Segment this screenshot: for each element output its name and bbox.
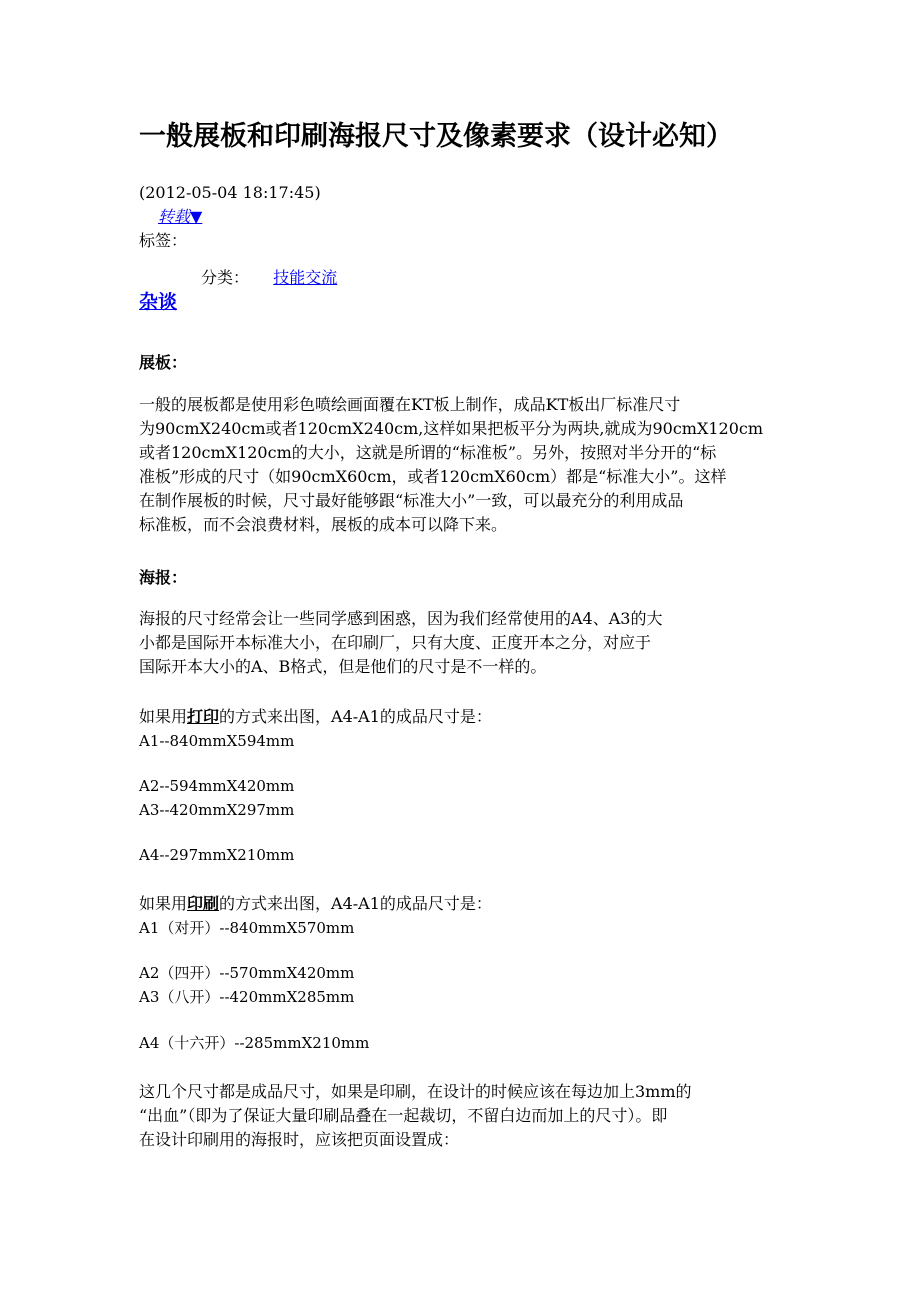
board-line: 一般的展板都是使用彩色喷绘画面覆在KT板上制作，成品KT板出厂标准尺寸 <box>139 395 681 414</box>
poster-line: 国际开本大小的A、B格式，但是他们的尺寸是不一样的。 <box>139 657 547 676</box>
tag-link[interactable]: 杂谈 <box>139 291 178 313</box>
board-line: 准板”形成的尺寸（如90cmX60cm，或者120cmX60cm）都是“标准大小”。这样 <box>139 467 727 486</box>
press-size-a1: A1（对开）--840mmX570mm <box>139 919 355 937</box>
board-line: 标准板，而不会浪费材料，展板的成本可以降下来。 <box>139 515 508 534</box>
bleed-line: 这几个尺寸都是成品尺寸，如果是印刷，在设计的时候应该在每边加上3mm的 <box>139 1082 692 1101</box>
print-intro <box>139 705 789 729</box>
bleed-line: “出血”（即为了保证大量印刷品叠在一起裁切，不留白边而加上的尺寸）。即 <box>139 1106 668 1125</box>
board-line: 在制作展板的时候，尺寸最好能够跟“标准大小”一致，可以最充分的利用成品 <box>139 491 684 510</box>
print-size-a2: A2--594mmX420mm <box>139 777 295 795</box>
board-heading: 展板： <box>139 353 188 372</box>
print-intro-post: 的方式来出图，A4-A1的成品尺寸是： <box>219 707 492 726</box>
press-intro <box>139 892 789 916</box>
press-size-a2: A2（四开）--570mmX420mm <box>139 964 355 982</box>
bleed-paragraph <box>139 1080 789 1152</box>
press-intro-pre: 如果用 <box>139 894 188 913</box>
print-keyword: 打印 <box>187 707 220 726</box>
repost-link-row <box>158 205 202 229</box>
print-size-a3: A3--420mmX297mm <box>139 801 295 819</box>
press-size-a3: A3（八开）--420mmX285mm <box>139 988 355 1006</box>
print-size-a4: A4--297mmX210mm <box>139 846 295 864</box>
category-label: 分类： <box>201 268 250 287</box>
page-title: 一般展板和印刷海报尺寸及像素要求（设计必知） <box>139 121 733 152</box>
poster-line: 小都是国际开本标准大小，在印刷厂，只有大度、正度开本之分，对应于 <box>139 633 652 652</box>
board-paragraph <box>139 393 789 537</box>
press-keyword: 印刷 <box>187 894 220 913</box>
board-line: 为90cmX240cm或者120cmX240cm,这样如果把板平分为两块,就成为90cmX120cm <box>139 419 764 438</box>
category-row <box>201 266 337 290</box>
board-line: 或者120cmX120cm的大小，这就是所谓的“标准板”。另外，按照对半分开的“标 <box>139 443 717 462</box>
tags-label: 标签： <box>139 231 188 250</box>
bleed-line: 在设计印刷用的海报时，应该把页面设置成： <box>139 1130 460 1149</box>
print-intro-pre: 如果用 <box>139 707 188 726</box>
poster-line: 海报的尺寸经常会让一些同学感到困惑，因为我们经常使用的A4、A3的大 <box>139 609 663 628</box>
poster-paragraph <box>139 607 789 679</box>
repost-link[interactable]: 转载▼ <box>158 207 203 226</box>
category-link[interactable]: 技能交流 <box>273 268 338 287</box>
press-intro-post: 的方式来出图，A4-A1的成品尺寸是： <box>219 894 492 913</box>
print-size-a1: A1--840mmX594mm <box>139 732 295 750</box>
poster-heading: 海报： <box>139 568 188 587</box>
post-datetime: (2012-05-04 18:17:45) <box>139 183 321 202</box>
press-size-a4: A4（十六开）--285mmX210mm <box>139 1034 370 1052</box>
